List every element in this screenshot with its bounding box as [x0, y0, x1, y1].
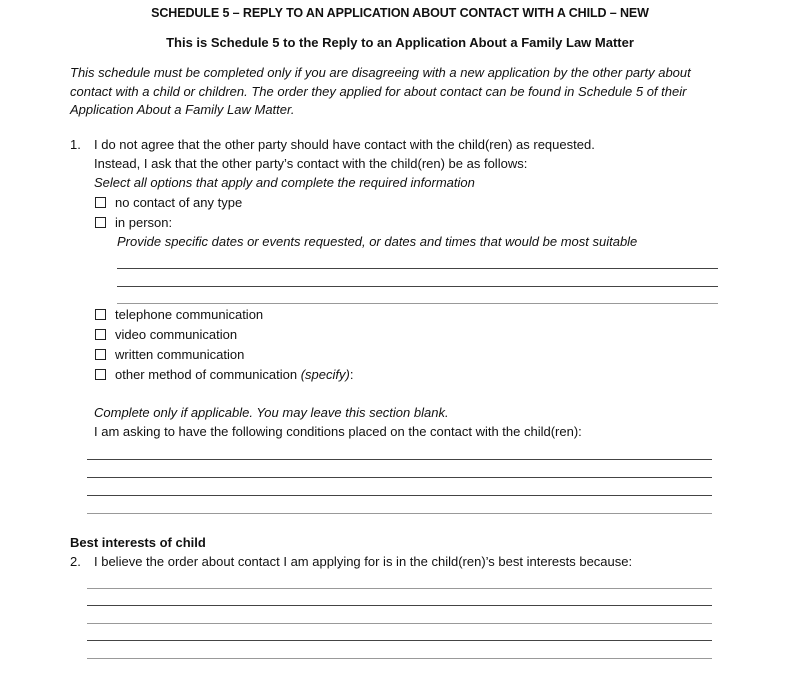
checkbox-no-contact[interactable] [95, 197, 106, 208]
option-video[interactable] [95, 327, 237, 342]
in-person-details-line[interactable] [117, 268, 718, 269]
section-2-number: 2. [70, 554, 81, 569]
conditions-instruction: Complete only if applicable. You may leave this section blank. [94, 405, 449, 420]
in-person-details-line[interactable] [117, 303, 718, 304]
section-1-number: 1. [70, 137, 81, 152]
option-label: video communication [115, 327, 238, 342]
checkbox-written[interactable] [95, 349, 106, 360]
best-interests-line[interactable] [87, 640, 712, 641]
checkbox-telephone[interactable] [95, 309, 106, 320]
section-1-statement: I do not agree that the other party should have contact with the child(ren) as requested. [94, 137, 595, 152]
best-interests-line[interactable] [87, 605, 712, 606]
option-label: telephone communication [115, 307, 264, 322]
conditions-line[interactable] [87, 495, 712, 496]
option-written[interactable] [95, 347, 244, 362]
section-2-heading: Best interests of child [70, 535, 206, 550]
best-interests-line[interactable] [87, 623, 712, 624]
conditions-line[interactable] [87, 459, 712, 460]
section-2-label: I believe the order about contact I am applying for is in the child(ren)’s best interests because: [94, 554, 633, 569]
conditions-line[interactable] [87, 513, 712, 514]
option-telephone[interactable] [95, 307, 263, 322]
option-label: in person: [115, 215, 173, 230]
in-person-details-line[interactable] [117, 286, 718, 287]
option-no-contact[interactable] [95, 195, 242, 210]
best-interests-line[interactable] [87, 588, 712, 589]
conditions-line[interactable] [87, 477, 712, 478]
schedule-title: SCHEDULE 5 – REPLY TO AN APPLICATION ABOUT CONTACT WITH A CHILD – NEW [151, 6, 649, 20]
option-label: no contact of any type [115, 195, 243, 210]
checkbox-video[interactable] [95, 329, 106, 340]
section-1-instruction: Select all options that apply and complete the required information [94, 175, 475, 190]
in-person-instruction: Provide specific dates or events requested, or dates and times that would be most suitable [117, 234, 638, 249]
checkbox-other[interactable] [95, 369, 106, 380]
option-in-person[interactable] [95, 215, 172, 230]
intro-text: This schedule must be completed only if you are disagreeing with a new application by the other party about contact with a child or children. The order they applied for about contact can be found in Schedule 5 of their Application About a Family Law Matter. [70, 65, 691, 117]
best-interests-line[interactable] [87, 658, 712, 659]
option-label: other method of communication [115, 367, 301, 382]
conditions-label: I am asking to have the following conditions placed on the contact with the child(ren): [94, 424, 582, 439]
option-label: written communication [115, 347, 245, 362]
schedule-subtitle: This is Schedule 5 to the Reply to an Application About a Family Law Matter [166, 35, 634, 50]
option-other[interactable] [95, 367, 353, 382]
checkbox-in-person[interactable] [95, 217, 106, 228]
section-1-request: Instead, I ask that the other party’s contact with the child(ren) be as follows: [94, 156, 528, 171]
option-specify: (specify) [300, 367, 350, 382]
option-suffix: : [349, 367, 354, 382]
